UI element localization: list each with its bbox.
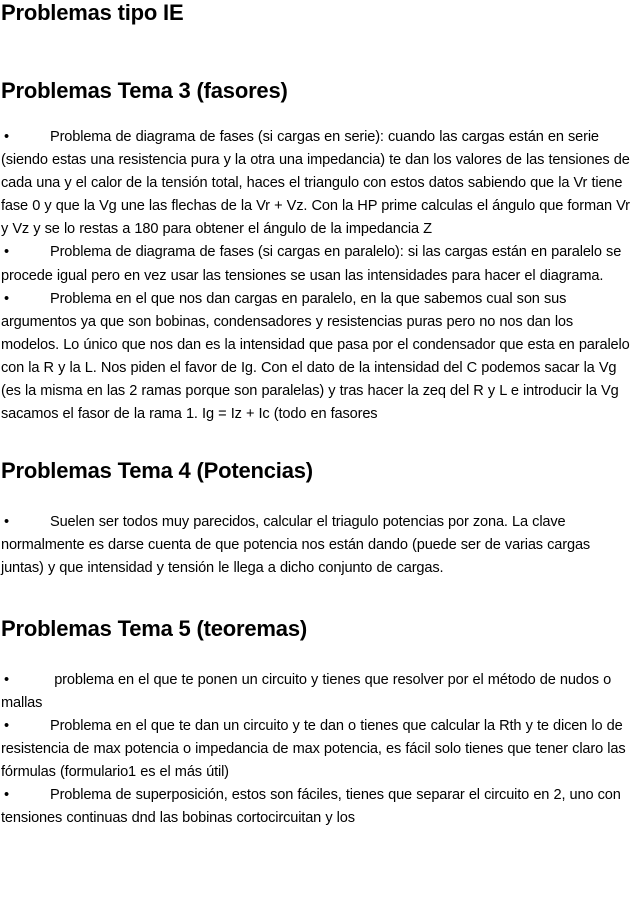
document-title: Problemas tipo IE <box>1 0 184 25</box>
bullet-icon: • <box>4 671 9 688</box>
section-title: Problemas Tema 3 (fasores) <box>1 78 288 103</box>
bullet-icon: • <box>4 129 9 145</box>
list-item-text: Problema de diagrama de fases (si cargas en paralelo): si las cargas están en paralelo se procede igual pero en vez usar las tensiones se usan las intensidades para hacer el diagrama. <box>1 244 622 284</box>
list-item <box>1 715 632 784</box>
section-tema-3 <box>1 78 632 426</box>
section-title: Problemas Tema 4 (Potencias) <box>1 458 313 484</box>
bullet-list <box>1 669 632 831</box>
bullet-icon: • <box>4 514 9 531</box>
list-item-text: Suelen ser todos muy parecidos, calcular el triagulo potencias por zona. La clave normalmente es darse cuenta de que potencia nos están dando (puede ser de varias cargas juntas) y que intensidad y tensión le llega a dicho conjunto de cargas. <box>1 514 591 577</box>
list-item-text: Problema en el que te dan un circuito y te dan o tienes que calcular la Rth y te dicen lo de resistencia de max potencia o impedancia de max potencia, es fácil solo tienes que tener claro las fórmulas (formulario1 es el más útil) <box>1 717 626 780</box>
list-item <box>1 126 632 241</box>
section-tema-5 <box>1 616 632 831</box>
section-title: Problemas Tema 5 (teoremas) <box>1 615 307 641</box>
list-item <box>1 511 632 580</box>
bullet-list <box>1 511 632 580</box>
bullet-icon: • <box>4 786 9 803</box>
bullet-icon: • <box>4 244 9 261</box>
list-item-text: problema en el que te ponen un circuito y tienes que resolver por el método de nudos o mallas <box>1 671 612 711</box>
list-item <box>1 288 632 427</box>
list-item <box>1 669 632 715</box>
bullet-icon: • <box>4 290 9 307</box>
section-tema-4 <box>1 458 632 580</box>
list-item <box>1 241 632 287</box>
list-item-text: Problema en el que nos dan cargas en paralelo, en la que sabemos cual son sus argumentos ya que son bobinas, condensadores y resistencias puras pero no nos dan los modelos. Lo único que nos dan es la intensidad que pasa por el condensador que esta en paralelo con la R y la L. Nos piden el favor de Ig. Con el dato de la intensidad del C podemos sacar la Vg (es la misma en las 2 ramas porque son paralelas) y tras hacer la zeq del R y L e introducir la Vg sacamos el fasor de la rama 1. Ig = Iz + Ic (todo en fasores <box>1 290 630 423</box>
bullet-list <box>1 126 632 426</box>
list-item-text: Problema de superposición, estos son fáciles, tienes que separar el circuito en 2, uno con tensiones continuas dnd las bobinas cortocircuitan y los <box>1 786 621 827</box>
list-item-text: Problema de diagrama de fases (si cargas en serie): cuando las cargas están en serie (siendo estas una resistencia pura y la otra una impedancia) te dan los valores de las tensiones de cada una y el calor de la tensión total, haces el triangulo con estos datos sabiendo que la Vr tiene fase 0 y que la Vg une las flechas de la Vr + Vz. Con la HP prime calculas el ángulo que forman Vr y Vz y se lo restas a 180 para obtener el ángulo de la impedancia Z <box>1 129 630 238</box>
bullet-icon: • <box>4 717 9 734</box>
list-item <box>1 784 632 830</box>
